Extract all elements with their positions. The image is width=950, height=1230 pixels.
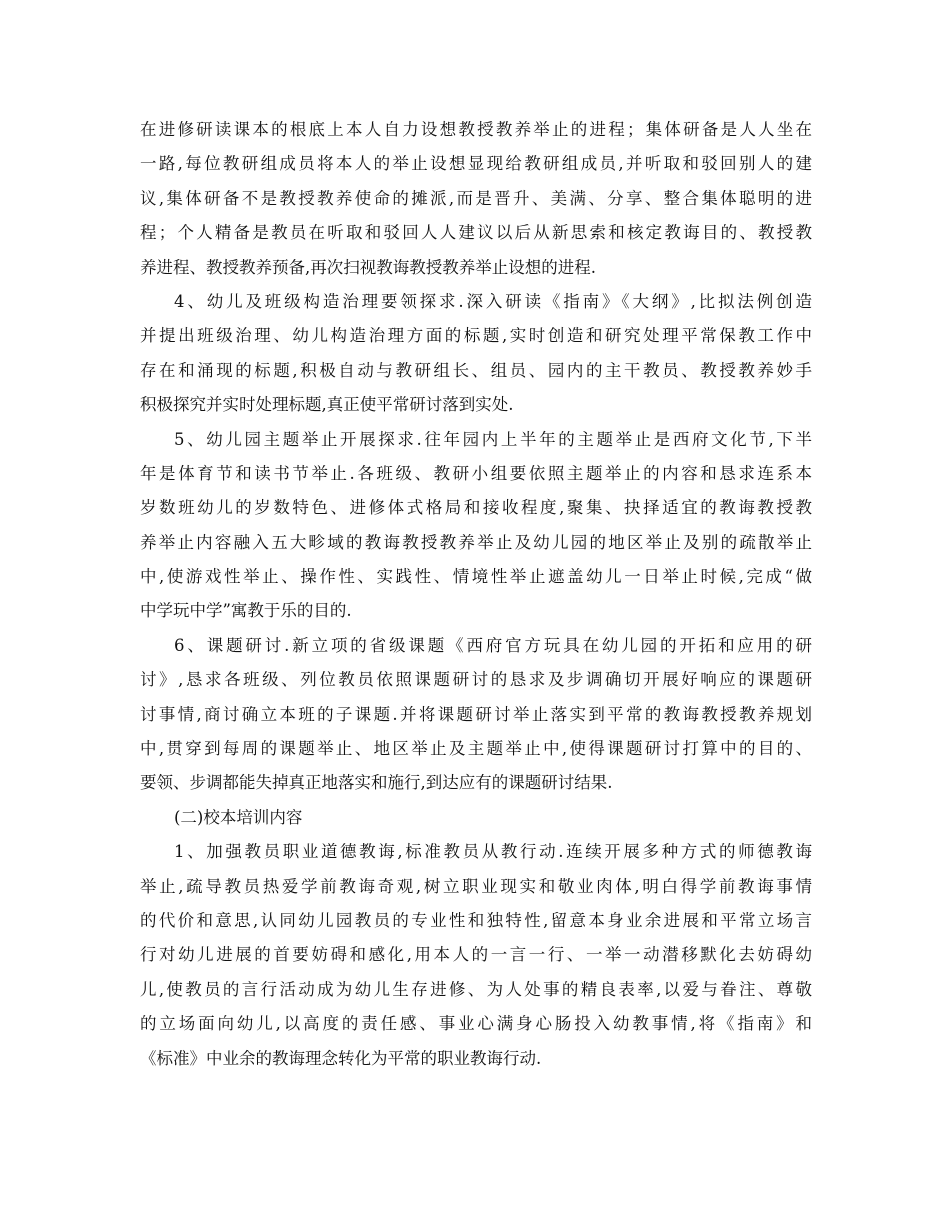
text-line: 1、加强教员职业道德教诲,标准教员从教行动.连续开展多种方式的师德教诲 [174, 842, 812, 862]
document-body [140, 113, 812, 1076]
text-line: 养举止内容融入五大畛域的教诲教授教养举止及幼儿园的地区举止及别的疏散举止 [140, 532, 812, 552]
text-line: 中,使游戏性举止、操作性、实践性、情境性举止遮盖幼儿一日举止时候,完成“做 [140, 567, 812, 587]
text-line: 积极探究并实时处理标题,真正使平常研讨落到实处. [140, 395, 514, 415]
text-line: 讨事情,商讨确立本班的子课题.并将课题研讨举止落实到平常的教诲教授教养规划 [140, 704, 812, 724]
text-line: 中,贯穿到每周的课题举止、地区举止及主题举止中,使得课题研讨打算中的目的、 [140, 739, 812, 759]
text-line: 在进修研读课本的根底上本人自力设想教授教养举止的进程；集体研备是人人坐在 [140, 120, 812, 139]
text-line: 养进程、教授教养预备,再次扫视教诲教授教养举止设想的进程. [140, 257, 596, 277]
text-line: 程；个人精备是教员在听取和驳回人人建议以后从新思索和核定教诲目的、教授教 [140, 223, 812, 243]
text-line: 要领、步调都能失掉真正地落实和施行,到达应有的课题研讨结果. [140, 773, 613, 793]
text-line: 一路,每位教研组成员将本人的举止设想显现给教研组成员,并听取和驳回别人的建 [140, 154, 812, 174]
text-line: 《标准》中业余的教诲理念转化为平常的职业教诲行动. [140, 1048, 542, 1068]
text-line: 讨》,恳求各班级、列位教员依照课题研讨的恳求及步调确切开展好响应的课题研 [140, 670, 812, 690]
text-line: 岁数班幼儿的岁数特色、进修体式格局和接收程度,聚集、抉择适宜的教诲教授教 [140, 498, 812, 518]
text-line: 的代价和意思,认同幼儿园教员的专业性和独特性,留意本身业余进展和平常立场言 [140, 910, 812, 930]
text-line: 6、课题研讨.新立项的省级课题《西府官方玩具在幼儿园的开拓和应用的研 [174, 635, 812, 655]
text-line: 年是体育节和读书节举止.各班级、教研小组要依照主题举止的内容和恳求连系本 [140, 463, 812, 483]
text-line: 存在和涌现的标题,积极自动与教研组长、组员、园内的主干教员、教授教养妙手 [140, 360, 812, 380]
text-line: 并提出班级治理、幼儿构造治理方面的标题,实时创造和研究处理平常保教工作中 [140, 326, 812, 346]
text-line: 中学玩中学”寓教于乐的目的. [140, 601, 352, 621]
text-line: 的立场面向幼儿,以高度的责任感、事业心满身心肠投入幼教事情,将《指南》和 [140, 1014, 812, 1034]
text-line: 行对幼儿进展的首要妨碍和感化,用本人的一言一行、一举一动潜移默化去妨碍幼 [140, 945, 812, 965]
text-line: (二)校本培训内容 [174, 807, 303, 827]
text-line: 5、幼儿园主题举止开展探求.往年园内上半年的主题举止是西府文化节,下半 [174, 429, 812, 449]
text-line: 举止,疏导教员热爱学前教诲奇观,树立职业现实和敬业肉体,明白得学前教诲事情 [140, 876, 812, 896]
text-line: 议,集体研备不是教授教养使命的摊派,而是晋升、美满、分享、整合集体聪明的进 [140, 188, 812, 208]
text-line: 儿,使教员的言行活动成为幼儿生存进修、为人处事的精良表率,以爱与眷注、尊敬 [140, 979, 812, 999]
text-line: 4、幼儿及班级构造治理要领探求.深入研读《指南》《大纲》,比拟法例创造 [174, 291, 812, 311]
